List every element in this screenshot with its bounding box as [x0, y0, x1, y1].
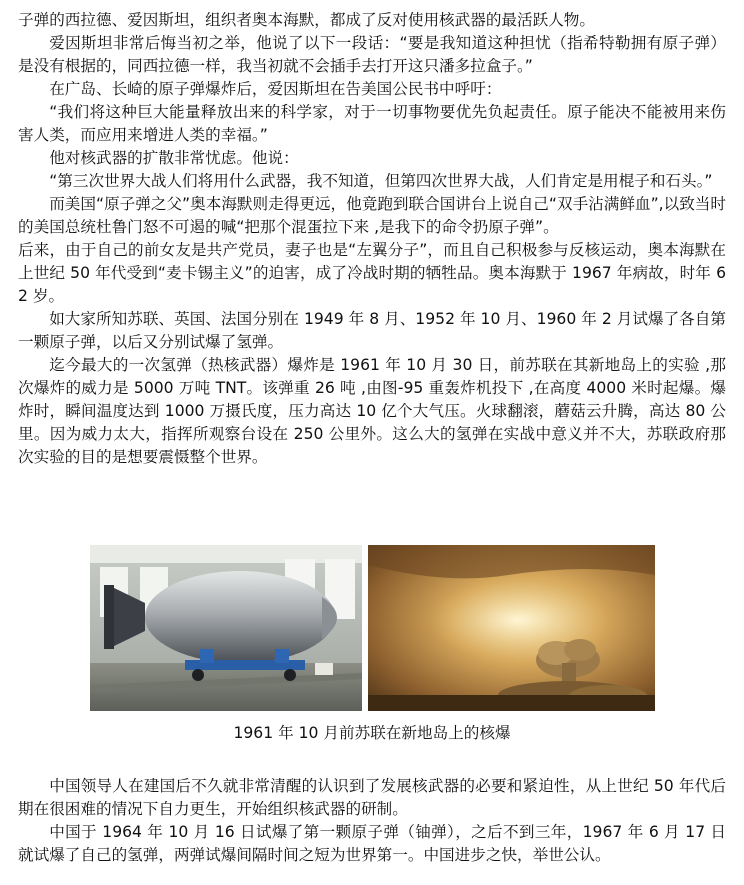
mushroom-cloud-photo: [368, 545, 655, 711]
bomb-museum-photo: [90, 545, 362, 711]
figure-images: [90, 545, 655, 711]
paragraph-tsar-bomba: 迄今最大的一次氢弹（热核武器）爆炸是 1961 年 10 月 30 日，前苏联在其新地岛上的实验 ,那次爆炸的威力是 5000 万吨 TNT。该弹重 26 吨 ,由图-95 重轰炸机投下 ,在高度 4000 米时起爆。爆炸时，瞬间温度达到 1000 万摄氏度，压力高达 10 亿个大气压。火球翻滚，蘑菇云升腾，高达 80 公里。因为威力太大，指挥所观察台设在 250 公里外。这么大的氢弹在实战中意义并不大，苏联政府那次实验的目的是想要震慑整个世界。: [18, 356, 726, 466]
bottom-text-block: [0, 775, 744, 867]
paragraph-einstein-regret: 爱因斯坦非常后悔当初之举，他说了以下一段话：“要是我知道这种担忧（指希特勒拥有原子弹）是没有根据的，同西拉德一样，我当初就不会插手去打开这只潘多拉盒子。”: [18, 34, 726, 75]
paragraph-quote-scientists: “我们将这种巨大能量释放出来的科学家，对于一切事物要优先负起责任。原子能决不能被用来伤害人类，而应用来增进人类的幸福。”: [18, 103, 726, 144]
top-text-block: [0, 9, 744, 469]
paragraph-oppenheimer: 而美国“原子弹之父”奥本海默则走得更远，他竟跑到联合国讲台上说自己“双手沾满鲜血”,以致当时的美国总统杜鲁门怒不可遏的喊“把那个混蛋拉下来 ,是我下的命令扔原子弹”。: [18, 195, 726, 236]
paragraph-mccarthyism: 后来，由于自己的前女友是共产党员，妻子也是“左翼分子”，而且自己积极参与反核运动，奥本海默在上世纪 50 年代受到“麦卡锡主义”的迫害，成了冷战时期的牺牲品。奥本海默于 1967 年病故，时年 62 岁。: [18, 241, 726, 305]
figure-caption: 1961 年 10 月前苏联在新地岛上的核爆: [233, 724, 511, 742]
paragraph-hiroshima: 在广岛、长崎的原子弹爆炸后，爱因斯坦在告美国公民书中呼吁：: [49, 80, 502, 98]
paragraph-continuation: 子弹的西拉德、爱因斯坦，组织者奥本海默，都成了反对使用核武器的最活跃人物。: [18, 11, 595, 29]
paragraph-china-tests: 中国于 1964 年 10 月 16 日试爆了第一颗原子弹（铀弹），之后不到三年，1967 年 6 月 17 日就试爆了自己的氢弹，两弹试爆间隔时间之短为世界第一。中国进步之快，举世公认。: [18, 823, 726, 864]
paragraph-china-program: 中国领导人在建国后不久就非常清醒的认识到了发展核武器的必要和紧迫性，从上世纪 50 年代后期在很困难的情况下自力更生，开始组织核武器的研制。: [18, 777, 726, 818]
paragraph-first-bombs: 如大家所知苏联、英国、法国分别在 1949 年 8 月、1952 年 10 月、1960 年 2 月试爆了各自第一颗原子弹，以后又分别试爆了氢弹。: [18, 310, 726, 351]
paragraph-proliferation: 他对核武器的扩散非常忧虑。他说：: [49, 149, 299, 167]
paragraph-quote-ww4: “第三次世界大战人们将用什么武器，我不知道，但第四次世界大战，人们肯定是用棍子和石头。”: [49, 172, 713, 190]
